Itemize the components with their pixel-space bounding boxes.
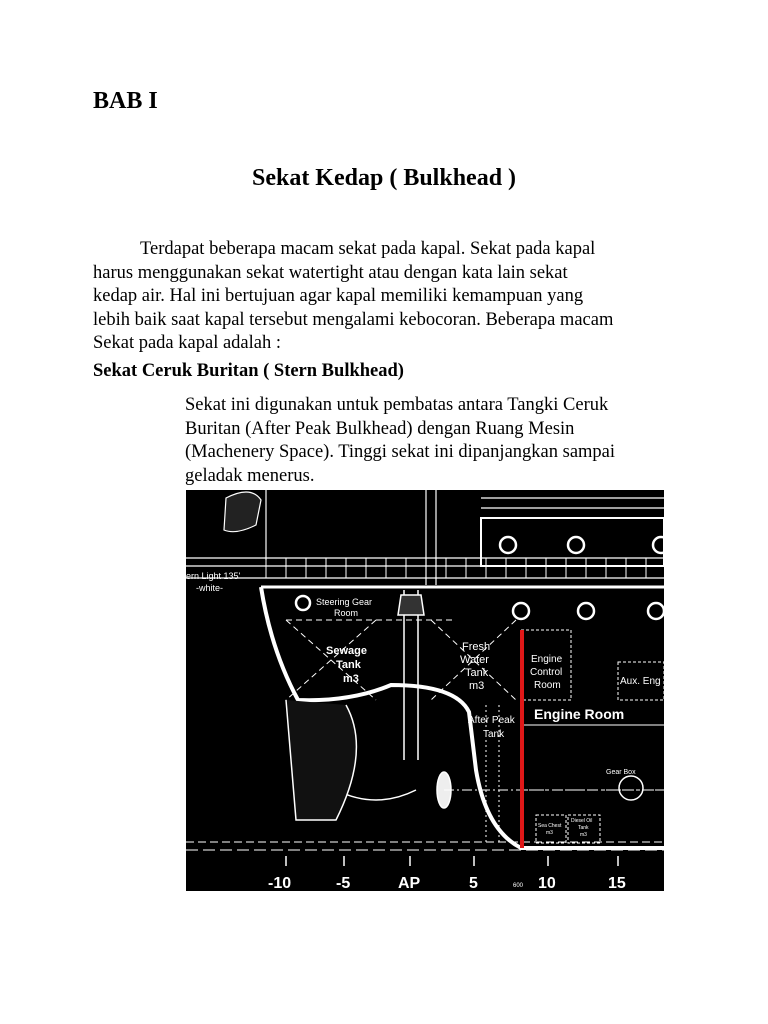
steering-gear-label-2: Room [334,608,359,618]
intro-paragraph: Terdapat beberapa macam sekat pada kapal. Sekat pada kapal harus menggunakan sekat watertight atau dengan kata lain sekat kedap air. Hal ini bertujuan agar kapal memiliki kemampuan yang lebih baik saat kapal tersebut mengalami kebocoran. Beberapa macam Sekat pada kapal adalah : [93,239,614,353]
frame-tick-ap: AP [398,875,421,891]
frame-tick-minus5: -5 [336,875,351,891]
fresh-water-label-4: m3 [469,680,485,692]
aux-engine-label: Aux. Eng [620,676,661,687]
ecr-label-3: Room [534,680,561,691]
after-peak-label-1: After Peak [468,715,515,726]
frame-spacing-label: 600 [513,883,524,889]
frame-tick-10: 10 [538,875,556,891]
ecr-label-1: Engine [531,654,563,665]
stern-light-label-1: ern Light 135' [186,571,241,581]
fresh-water-label-3: Tank [465,667,489,679]
sewage-label-2: Tank [336,659,361,671]
gear-box-label: Gear Box [606,769,636,776]
stern-light-label-2: -white- [196,583,224,593]
stern-bulkhead-drawing [186,490,664,891]
frame-tick-minus10: -10 [268,875,292,891]
section-heading: Sekat Ceruk Buritan ( Stern Bulkhead) [93,361,404,381]
diesel-tank-label-1: Diesel Oil [571,818,593,824]
sea-chest-label-1: Sea Chest [538,823,562,829]
fresh-water-label-2: Water [460,654,489,666]
frame-tick-5: 5 [469,875,478,891]
section-paragraph: Sekat ini digunakan untuk pembatas antara Tangki Ceruk Buritan (After Peak Bulkhead) dengan Ruang Mesin (Machenery Space). Tinggi sekat ini dipanjangkan sampai geladak menerus. [185,395,616,486]
fresh-water-label-1: Fresh [462,641,491,653]
after-peak-label-2: Tank [483,729,505,740]
diesel-tank-label-2: Tank [578,825,589,831]
frame-tick-15: 15 [608,875,626,891]
page-title: Sekat Kedap ( Bulkhead ) [251,165,517,191]
sea-chest-label-2: m3 [546,830,553,836]
ecr-label-2: Control [530,667,563,678]
diesel-tank-label-3: m3 [580,832,587,838]
sewage-label-1: Sewage [326,645,367,657]
engine-room-label: Engine Room [534,706,625,722]
sewage-label-3: m3 [343,673,359,685]
steering-gear-label-1: Steering Gear [316,597,373,607]
chapter-heading: BAB I [93,88,158,114]
